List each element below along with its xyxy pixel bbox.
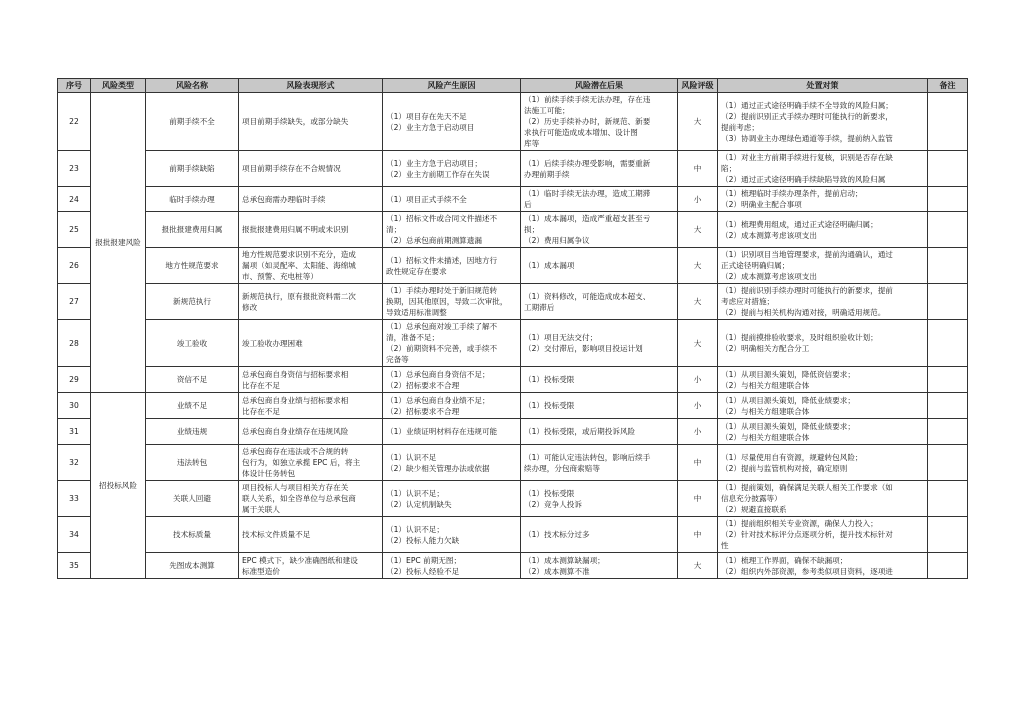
risk-cause-line: 政性规定存在要求 <box>386 266 447 276</box>
risk-measures <box>718 419 928 445</box>
risk-measures <box>718 93 928 151</box>
risk-manifestation <box>239 248 383 284</box>
remarks-cell <box>928 284 968 320</box>
risk-measures <box>718 248 928 284</box>
risk-measures-line: （1）提前策划，确保满足关联人相关工作要求（如 <box>721 483 893 492</box>
risk-cause <box>383 320 521 367</box>
risk-rating: 小 <box>678 393 718 419</box>
risk-consequence-line: （1）后续手续办理受影响，需要重新 <box>524 158 651 168</box>
risk-manifestation-line: 包行为，如独立承揽 EPC 后，将主 <box>242 458 361 467</box>
risk-rating: 大 <box>678 284 718 320</box>
risk-cause-line: （1）认识不足 <box>386 452 437 462</box>
col-header-cause: 风险产生原因 <box>383 79 521 93</box>
risk-consequence-line: （2）成本测算不准 <box>524 566 590 576</box>
risk-manifestation-line: 竣工验收办理困难 <box>242 338 303 348</box>
risk-name: 业绩不足 <box>146 393 239 419</box>
remarks-cell <box>928 481 968 517</box>
risk-consequence <box>521 187 678 212</box>
risk-measures-line: （2）与相关方组建联合体 <box>721 406 810 416</box>
risk-cause-line: （2）总承包商前期测算遗漏 <box>386 236 482 245</box>
table-row <box>58 212 968 248</box>
risk-manifestation-line: 联人关系，如全咨单位与总承包商 <box>242 494 356 503</box>
risk-manifestation-line: EPC 模式下，缺少准确图纸和建设 <box>242 555 358 565</box>
risk-measures-line: （2）通过正式途径明确手续缺陷导致的风险归属 <box>721 175 886 184</box>
risk-manifestation-line: 市、预警、充电桩等） <box>242 272 318 281</box>
risk-measures <box>718 187 928 212</box>
row-number: 32 <box>58 445 91 481</box>
risk-name: 前期手续缺陷 <box>146 151 239 187</box>
risk-measures-line: 提前考虑； <box>721 122 759 132</box>
col-header-measures: 处置对策 <box>718 79 928 93</box>
risk-measures-line: （1）提前识别手续办理时可能执行的新要求，提前 <box>721 286 893 295</box>
row-number: 34 <box>58 517 91 553</box>
risk-measures-line: （2）成本测算考虑该项支出 <box>721 272 817 281</box>
risk-consequence-line: 工期滞后 <box>524 302 555 312</box>
risk-rating: 大 <box>678 93 718 151</box>
risk-cause-line: （1）业主方急于启动项目； <box>386 158 482 168</box>
risk-manifestation <box>239 393 383 419</box>
row-number: 23 <box>58 151 91 187</box>
risk-cause-line: （1）总承包商对竣工手续了解不 <box>386 322 498 331</box>
col-header-no: 序号 <box>58 79 91 93</box>
risk-manifestation-line: 比存在不足 <box>242 380 280 390</box>
remarks-cell <box>928 212 968 248</box>
risk-consequence-line: （1）前续手续手续无法办理，存在违 <box>524 95 651 104</box>
risk-rating: 大 <box>678 553 718 579</box>
risk-cause <box>383 151 521 187</box>
risk-cause-line: （2）投标人经验不足 <box>386 566 460 576</box>
table-row <box>58 248 968 284</box>
risk-consequence <box>521 419 678 445</box>
risk-manifestation-line: 报批报建费用归属不明或未识别 <box>242 225 349 234</box>
risk-rating: 中 <box>678 517 718 553</box>
risk-cause-line: （1）总承包商自身资信不足； <box>386 369 490 379</box>
remarks-cell <box>928 248 968 284</box>
risk-cause <box>383 187 521 212</box>
risk-manifestation-line: 项目投标人与项目相关方存在关 <box>242 483 349 492</box>
risk-manifestation <box>239 419 383 445</box>
risk-measures-line: 考虑应对措施； <box>721 297 775 306</box>
risk-measures-line: （3）协调业主办理绿色通道等手续，提前纳入监管 <box>721 133 893 143</box>
risk-manifestation-line: 比存在不足 <box>242 406 280 416</box>
risk-cause-line: （2）业主方前期工作存在失误 <box>386 169 490 179</box>
risk-consequence-line: （1）成本漏项，造成严重超支甚至亏 <box>524 214 651 223</box>
risk-measures-line: （2）组织内外部资源，参考类似项目资料，逐项进 <box>721 566 893 576</box>
row-number: 26 <box>58 248 91 284</box>
risk-manifestation-line: 标准型造价 <box>242 566 280 576</box>
risk-name: 前期手续不全 <box>146 93 239 151</box>
risk-consequence-line: （2）交付滞后，影响项目投运计划 <box>524 344 643 353</box>
risk-cause-line: （1）手续办理时处于新旧规范转 <box>386 286 498 295</box>
risk-measures-line: （1）识别项目当地管理要求，提前沟通确认，通过 <box>721 250 893 259</box>
row-number: 35 <box>58 553 91 579</box>
risk-measures-line: （2）提前与相关机构沟通对接，明确适用规范。 <box>721 308 886 317</box>
risk-cause-line: （2）业主方急于启动项目 <box>386 122 475 132</box>
risk-consequence-line: （1）投标受限 <box>524 375 575 384</box>
risk-manifestation-line: 技术标文件质量不足 <box>242 530 311 539</box>
col-header-risk-type: 风险类型 <box>91 79 146 93</box>
risk-cause-line: （1）认识不足； <box>386 524 444 534</box>
risk-rating: 小 <box>678 367 718 393</box>
risk-name: 关联人回避 <box>146 481 239 517</box>
risk-manifestation <box>239 187 383 212</box>
risk-measures-line: （1）通过正式途径明确手续不全导致的风险归属； <box>721 100 893 110</box>
risk-consequence-line: （1）临时手续无法办理，造成工期滞 <box>524 189 651 198</box>
risk-consequence-line: 办理前期手续 <box>524 169 570 179</box>
risk-consequence-line: 法施工可能； <box>524 106 570 115</box>
risk-consequence <box>521 517 678 553</box>
remarks-cell <box>928 320 968 367</box>
risk-manifestation-line: 修改 <box>242 302 258 312</box>
risk-name: 技术标质量 <box>146 517 239 553</box>
risk-manifestation-line: 总承包商自身业绩与招标要求相 <box>242 395 349 405</box>
risk-cause-line: （2）招标要求不合理 <box>386 406 460 416</box>
risk-rating: 小 <box>678 419 718 445</box>
table-header-row <box>58 79 968 93</box>
row-number: 28 <box>58 320 91 367</box>
risk-measures <box>718 284 928 320</box>
risk-measures-line: （1）从项目源头策划，降低业绩要求； <box>721 395 855 405</box>
risk-consequence <box>521 367 678 393</box>
risk-manifestation-line: 地方性规范要求识别不充分，造成 <box>242 250 356 259</box>
row-number: 29 <box>58 367 91 393</box>
risk-manifestation <box>239 481 383 517</box>
risk-manifestation <box>239 284 383 320</box>
remarks-cell <box>928 419 968 445</box>
risk-rating: 大 <box>678 248 718 284</box>
risk-cause <box>383 93 521 151</box>
risk-consequence <box>521 151 678 187</box>
risk-cause <box>383 212 521 248</box>
risk-cause-line: （1）招标文件未描述，因地方行 <box>386 255 498 265</box>
risk-measures-line: （1）尽量使用自有资源，规避转包风险； <box>721 452 863 462</box>
risk-consequence <box>521 284 678 320</box>
risk-cause-line: （1）项目存在先天不足 <box>386 111 467 121</box>
risk-measures-line: （2）成本测算考虑该项支出 <box>721 230 817 240</box>
col-header-manifestation: 风险表现形式 <box>239 79 383 93</box>
risk-consequence-line: （1）技术标分过多 <box>524 530 590 539</box>
table-row <box>58 445 968 481</box>
remarks-cell <box>928 367 968 393</box>
table-row <box>58 419 968 445</box>
risk-cause <box>383 248 521 284</box>
risk-measures <box>718 481 928 517</box>
risk-table <box>57 78 968 579</box>
risk-rating: 中 <box>678 481 718 517</box>
remarks-cell <box>928 445 968 481</box>
risk-cause-line: （1）业绩证明材料存在违规可能 <box>386 427 498 436</box>
risk-cause-line: （2）缺少相关管理办法或依据 <box>386 463 490 473</box>
table-row <box>58 553 968 579</box>
risk-consequence-line: （1）项目无法交付； <box>524 333 598 342</box>
risk-cause-line: （2）投标人能力欠缺 <box>386 535 460 545</box>
row-number: 33 <box>58 481 91 517</box>
risk-consequence <box>521 393 678 419</box>
risk-cause <box>383 553 521 579</box>
risk-cause-line: （2）认定机制缺失 <box>386 499 452 509</box>
risk-measures-line: 正式途径明确归属； <box>721 261 790 270</box>
risk-measures <box>718 212 928 248</box>
risk-cause <box>383 517 521 553</box>
risk-name: 竣工验收 <box>146 320 239 367</box>
risk-consequence <box>521 481 678 517</box>
risk-manifestation <box>239 553 383 579</box>
risk-manifestation <box>239 151 383 187</box>
table-row <box>58 481 968 517</box>
risk-name: 临时手续办理 <box>146 187 239 212</box>
risk-measures-line: （1）梳理工作界面，确保不缺漏项； <box>721 555 848 565</box>
risk-manifestation <box>239 445 383 481</box>
remarks-cell <box>928 553 968 579</box>
table-row <box>58 151 968 187</box>
risk-manifestation-line: 总承包商自身业绩存在违规风险 <box>242 427 349 436</box>
table-row <box>58 320 968 367</box>
risk-consequence-line: 后 <box>524 200 532 209</box>
row-number: 27 <box>58 284 91 320</box>
risk-measures-line: （1）对业主方前期手续进行复核，识别是否存在缺 <box>721 153 893 162</box>
risk-consequence <box>521 320 678 367</box>
risk-measures <box>718 393 928 419</box>
risk-manifestation <box>239 212 383 248</box>
risk-consequence-line: 库等 <box>524 139 540 148</box>
risk-consequence <box>521 553 678 579</box>
row-number: 30 <box>58 393 91 419</box>
row-number: 24 <box>58 187 91 212</box>
risk-manifestation-line: 体设计任务转包 <box>242 469 296 478</box>
table-row <box>58 284 968 320</box>
risk-cause-line: （2）招标要求不合理 <box>386 380 460 390</box>
risk-measures-line: （2）规避直接联系 <box>721 505 787 514</box>
table-row <box>58 393 968 419</box>
risk-consequence-line: 损； <box>524 225 540 234</box>
risk-measures-line: 性 <box>721 541 729 550</box>
risk-manifestation-line: 项目前期手续缺失，或部分缺失 <box>242 117 349 126</box>
risk-manifestation <box>239 517 383 553</box>
risk-cause-line: 导致适用标准调整 <box>386 308 447 317</box>
col-header-risk-name: 风险名称 <box>146 79 239 93</box>
risk-name: 新规范执行 <box>146 284 239 320</box>
risk-cause <box>383 419 521 445</box>
risk-manifestation-line: 新规范执行，原有报批资料需二次 <box>242 291 356 301</box>
risk-manifestation-line: 总承包商需办理临时手续 <box>242 194 326 204</box>
risk-consequence <box>521 248 678 284</box>
risk-rating: 大 <box>678 320 718 367</box>
risk-measures-line: （1）梳理费用组成，通过正式途径明确归属； <box>721 219 878 229</box>
risk-consequence-line: （1）投标受限 <box>524 401 575 410</box>
risk-name: 报批报建费用归属 <box>146 212 239 248</box>
risk-measures-line: （1）从项目源头策划，降低资信要求； <box>721 369 855 379</box>
risk-rating: 中 <box>678 151 718 187</box>
risk-consequence-line: （1）成本测算缺漏项； <box>524 555 605 565</box>
risk-measures <box>718 517 928 553</box>
risk-consequence-line: （1）可能认定违法转包，影响后续手 <box>524 452 651 462</box>
table-row <box>58 187 968 212</box>
risk-measures-line: （2）提前与监管机构对接，确定原则 <box>721 463 848 473</box>
remarks-cell <box>928 187 968 212</box>
risk-consequence <box>521 93 678 151</box>
risk-manifestation <box>239 93 383 151</box>
risk-manifestation-line: 总承包商存在违法或不合规的转 <box>242 447 349 456</box>
risk-cause-line: 换期，因其他原因，导致二次审批， <box>386 297 508 306</box>
risk-type-cell: 招投标风险 <box>91 393 146 579</box>
risk-cause-line: （1）项目正式手续不全 <box>386 194 467 204</box>
risk-rating: 中 <box>678 445 718 481</box>
risk-consequence-line: （1）资料修改，可能造成成本超支、 <box>524 291 651 301</box>
risk-rating: 小 <box>678 187 718 212</box>
risk-measures-line: （2）明确业主配合事项 <box>721 200 802 209</box>
risk-consequence-line: （2）竞争人投诉 <box>524 499 582 509</box>
remarks-cell <box>928 93 968 151</box>
risk-measures-line: （1）从项目源头策划，降低业绩要求； <box>721 421 855 431</box>
risk-cause <box>383 393 521 419</box>
risk-cause <box>383 284 521 320</box>
risk-name: 先图成本测算 <box>146 553 239 579</box>
risk-manifestation <box>239 320 383 367</box>
col-header-remarks: 备注 <box>928 79 968 93</box>
risk-manifestation-line: 项目前期手续存在不合规情况 <box>242 164 341 173</box>
risk-consequence-line: （2）费用归属争议 <box>524 236 590 245</box>
risk-cause <box>383 445 521 481</box>
risk-cause-line: （2）前期资料不完善，或手续不 <box>386 344 498 353</box>
risk-consequence-line: （2）历史手续补办时，新规范、新要 <box>524 117 651 126</box>
risk-consequence <box>521 445 678 481</box>
col-header-consequence: 风险潜在后果 <box>521 79 678 93</box>
risk-cause-line: （1）招标文件或合同文件描述不 <box>386 214 498 223</box>
risk-measures-line: （1）提前组织相关专业资源，确保人力投入； <box>721 519 878 528</box>
risk-cause-line: 清； <box>386 225 402 234</box>
risk-consequence-line: （1）投标受限 <box>524 488 575 498</box>
risk-measures-line: （2）与相关方组建联合体 <box>721 432 810 442</box>
risk-cause-line: （1）认识不足； <box>386 488 444 498</box>
risk-consequence-line: （1）投标受限，或后期投诉风险 <box>524 427 636 436</box>
risk-measures-line: （2）明确相关方配合分工 <box>721 344 810 353</box>
risk-measures-line: （2）提前识别正式手续办理时可能执行的新要求， <box>721 111 893 121</box>
risk-consequence <box>521 212 678 248</box>
risk-name: 业绩违规 <box>146 419 239 445</box>
risk-consequence-line: 续办理，分包商索赔等 <box>524 463 600 473</box>
risk-consequence-line: 求执行可能造成成本增加、设计图 <box>524 128 638 137</box>
table-body <box>58 93 968 579</box>
risk-manifestation-line: 属于关联人 <box>242 505 280 514</box>
risk-measures <box>718 151 928 187</box>
risk-cause <box>383 481 521 517</box>
risk-measures <box>718 320 928 367</box>
risk-cause-line: （1）EPC 前期无图； <box>386 555 462 565</box>
risk-consequence-line: （1）成本漏项 <box>524 261 575 270</box>
risk-measures <box>718 553 928 579</box>
risk-type-cell: 报批报建风险 <box>91 93 146 393</box>
risk-measures <box>718 445 928 481</box>
risk-cause-line: 完备等 <box>386 355 409 364</box>
table-row <box>58 367 968 393</box>
risk-measures-line: 信息充分披露等） <box>721 494 782 503</box>
risk-measures-line: （2）与相关方组建联合体 <box>721 380 810 390</box>
risk-manifestation-line: 漏项（如灵配率、太阳能、海绵城 <box>242 261 356 270</box>
risk-measures <box>718 367 928 393</box>
risk-name: 地方性规范要求 <box>146 248 239 284</box>
risk-cause <box>383 367 521 393</box>
risk-cause-line: 清，准备不足； <box>386 333 440 342</box>
col-header-rating: 风险评级 <box>678 79 718 93</box>
risk-manifestation <box>239 367 383 393</box>
risk-manifestation-line: 总承包商自身资信与招标要求相 <box>242 369 349 379</box>
risk-measures-line: （1）梳理临时手续办理条件，提前启动； <box>721 189 863 198</box>
risk-measures-line: 陷； <box>721 164 737 173</box>
remarks-cell <box>928 517 968 553</box>
risk-rating: 大 <box>678 212 718 248</box>
row-number: 31 <box>58 419 91 445</box>
risk-measures-line: （2）针对技术标评分点逐项分析，提升技术标针对 <box>721 530 893 539</box>
remarks-cell <box>928 393 968 419</box>
risk-cause-line: （1）总承包商自身业绩不足； <box>386 395 490 405</box>
row-number: 22 <box>58 93 91 151</box>
row-number: 25 <box>58 212 91 248</box>
risk-name: 资信不足 <box>146 367 239 393</box>
risk-measures-line: （1）提前摸排验收要求，及时组织验收计划； <box>721 333 878 342</box>
table-row <box>58 517 968 553</box>
risk-name: 违法转包 <box>146 445 239 481</box>
remarks-cell <box>928 151 968 187</box>
table-row <box>58 93 968 151</box>
